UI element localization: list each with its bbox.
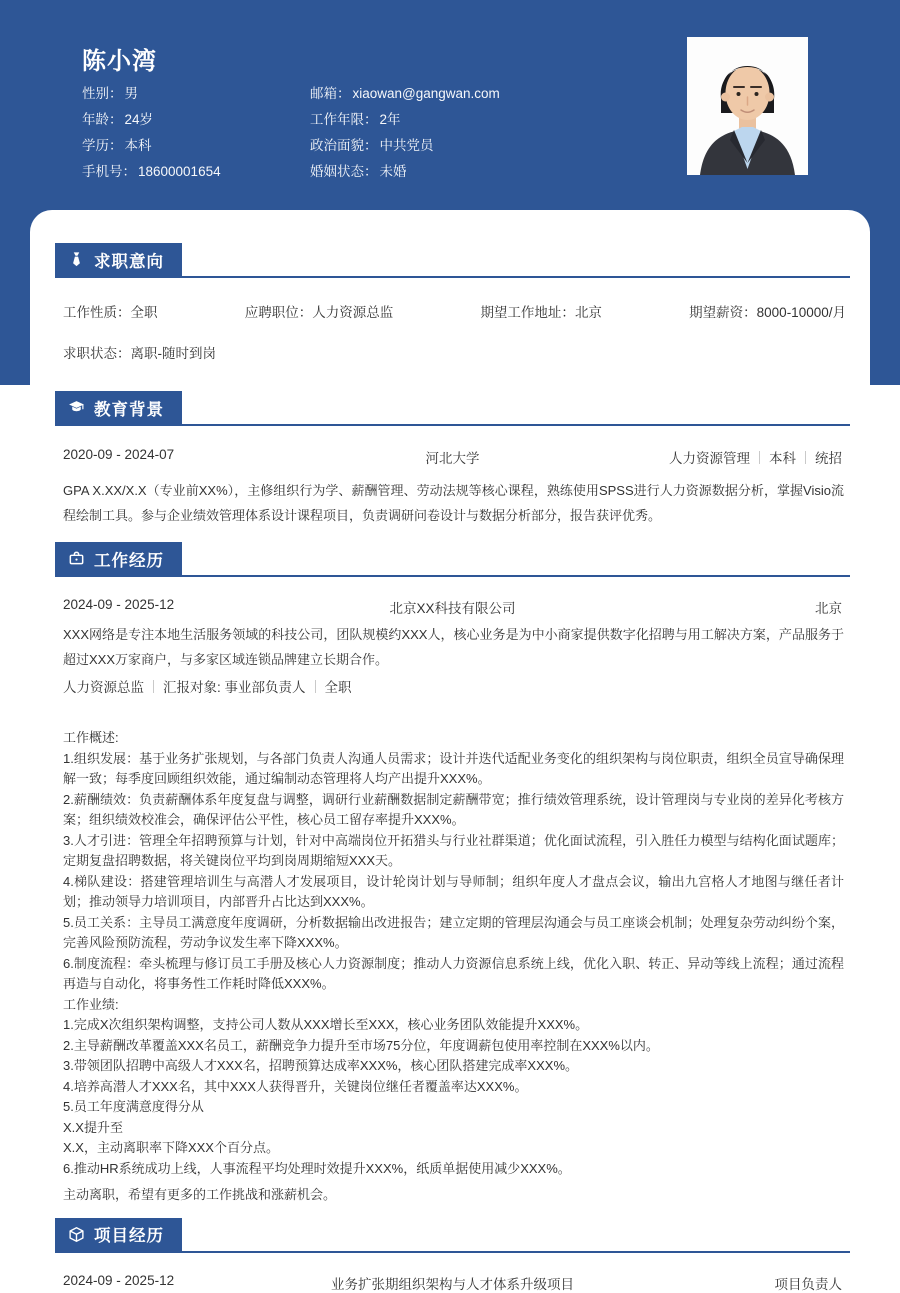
field-expected-salary (689, 301, 846, 321)
overview-item: 3.人才引进：管理全年招聘预算与计划，针对中高端岗位开拓猎头与行业社群渠道；优化面试流程，引入胜任力模型与结构化面试题库；定期复盘招聘数据，将关键岗位平均到岗周期缩短XXX天。 (63, 832, 844, 868)
info-label: 工作年限： (310, 112, 378, 127)
work-location: 北京 (815, 601, 842, 616)
achievement-line: 1.完成X次组织架构调整，支持公司人数从XXX增长至XXX，核心业务团队效能提升XXX%。 (63, 1017, 589, 1032)
info-label: 手机号： (82, 164, 136, 179)
info-value: 中共党员 (379, 138, 434, 153)
info-row-political-status (310, 133, 500, 159)
achievement-line: 5.员工年度满意度得分从 (63, 1099, 204, 1114)
field-target-position (245, 301, 394, 321)
field-target-location (480, 301, 602, 321)
achievement-line: 4.培养高潜人才XXX名，其中XXX人获得晋升，关键岗位继任者覆盖率达XXX%。 (63, 1078, 528, 1094)
field-job-type (63, 301, 158, 321)
field-label: 期望工作地址： (480, 305, 575, 320)
briefcase-icon (68, 550, 85, 567)
job-intention-tab (55, 243, 182, 276)
job-intention-fields-row (55, 301, 850, 321)
overview-item: 1.组织发展：基于业务扩张规划，与各部门负责人沟通人员需求；设计并迭代适配业务变化的组织架构与岗位职责，组织全员宣导确保理解一致；每季度回顾组织效能，通过编制动态管理将人均产出提升XXX%。 (63, 750, 844, 786)
education-tags (669, 447, 842, 467)
info-label: 政治面貌： (310, 138, 378, 153)
info-value: xiaowan@gangwan.com (352, 86, 500, 101)
section-header-work (55, 542, 850, 577)
achievement-line: 3.带领团队招聘中高级人才XXX名，招聘预算达成率XXX%，核心团队搭建完成率XXX%。 (63, 1058, 578, 1073)
info-label: 学历： (82, 138, 123, 153)
company-intro: XXX网络是专注本地生活服务领域的科技公司，团队规模约XXX人，核心业务是为中小商家提供数字化招聘与用工解决方案，产品服务于超过XXX万家商户，与多家区域连锁品牌建立长期合作。 (63, 627, 844, 667)
education-period: 2020-09 - 2024-07 (63, 447, 175, 462)
work-overview-block (55, 728, 850, 995)
section-title: 求职意向 (94, 252, 164, 271)
project-name: 业务扩张期组织架构与人才体系升级项目 (331, 1276, 574, 1292)
education-admission-type: 统招 (815, 451, 842, 466)
info-label: 性别： (82, 86, 123, 101)
work-achievement-block (55, 995, 850, 1180)
info-value: 18600001654 (138, 164, 221, 179)
info-row-gender (82, 81, 221, 107)
field-value: 人力资源总监 (312, 305, 394, 320)
info-row-marital-status (310, 159, 500, 185)
info-row-age (82, 107, 221, 133)
separator (315, 680, 316, 693)
candidate-photo (687, 37, 808, 175)
work-achievement-title: 工作业绩: (63, 996, 119, 1012)
field-value: 全职 (130, 305, 158, 320)
overview-item: 6.制度流程：牵头梳理与修订员工手册及核心人力资源制度；推动人力资源信息系统上线，优化入职、转正、异动等线上流程；通过流程再造与自动化，将事务性工作耗时降低XXX%。 (63, 955, 844, 991)
info-value: 未婚 (379, 164, 407, 179)
section-header-project (55, 1218, 850, 1253)
achievement-line: 2.主导薪酬改革覆盖XXX名员工，薪酬竞争力提升至市场75分位，年度调薪包使用率控制在XXX%以内。 (63, 1037, 659, 1053)
info-row-experience-years (310, 107, 500, 133)
education-major: 人力资源管理 (669, 451, 750, 466)
overview-item: 2.薪酬绩效：负责薪酬体系年度复盘与调整，调研行业薪酬数据制定薪酬带宽；推行绩效管理系统，设计管理岗与专业岗的差异化考核方案；组织绩效校准会，确保评估公平性，核心员工留存率提升XXX%。 (63, 791, 844, 827)
separator (759, 451, 760, 464)
education-school: 河北大学 (425, 451, 480, 466)
header-info-left-column (82, 81, 221, 185)
info-label: 年龄： (82, 112, 123, 127)
employment-type: 全职 (324, 680, 352, 695)
info-value: 2年 (379, 112, 401, 127)
info-value: 男 (124, 86, 138, 101)
work-period: 2024-09 - 2025-12 (63, 597, 175, 612)
achievement-line: X.X提升至 (63, 1119, 123, 1135)
header-info-right-column (310, 81, 500, 185)
info-value: 本科 (124, 138, 152, 153)
field-label: 工作性质： (63, 305, 131, 320)
leave-reason: 主动离职，希望有更多的工作挑战和涨薪机会。 (63, 1187, 337, 1202)
section-title: 工作经历 (94, 551, 164, 570)
overview-item: 5.员工关系：主导员工满意度年度调研，分析数据输出改进报告；建立定期的管理层沟通会与员工座谈会机制；处理复杂劳动纠纷个案，完善风险预防流程，劳动争议发生率下降XXX%。 (63, 914, 844, 950)
section-header-job-intention (55, 243, 850, 278)
candidate-name: 陈小湾 (82, 48, 157, 75)
field-label: 求职状态： (63, 346, 131, 361)
portrait-photo (687, 37, 808, 175)
education-degree: 本科 (769, 451, 796, 466)
separator (805, 451, 806, 464)
position-title: 人力资源总监 (63, 680, 144, 695)
field-value: 北京 (574, 305, 602, 320)
job-intention-status-row (55, 342, 850, 362)
project-role: 项目负责人 (774, 1276, 842, 1292)
separator (153, 680, 154, 693)
project-row (55, 1273, 850, 1290)
education-description: GPA X.XX/X.X（专业前XX%），主修组织行为学、薪酬管理、劳动法规等核心课程，熟练使用SPSS进行人力资源数据分析，掌握Visio流程绘制工具。参与企业绩效管理体系设计课程项目，负责调研问卷设计与数据分析部分，报告获评优秀。 (63, 483, 844, 523)
work-company: 北京XX科技有限公司 (389, 601, 516, 616)
field-value: 离职-随时到岗 (130, 346, 216, 361)
field-label: 应聘职位： (244, 305, 313, 320)
section-header-education (55, 391, 850, 426)
section-title: 项目经历 (94, 1227, 164, 1245)
field-value: 8000-10000/月 (756, 305, 846, 320)
info-label: 邮箱： (310, 86, 351, 101)
info-value: 24岁 (124, 112, 154, 127)
field-label: 期望薪资： (689, 305, 757, 320)
resume-card (30, 210, 870, 1292)
project-experience-tab (55, 1218, 182, 1251)
graduation-cap-icon (68, 399, 85, 416)
position-tags-row (55, 676, 850, 696)
section-title: 教育背景 (94, 400, 164, 419)
cube-icon (68, 1226, 85, 1243)
project-period: 2024-09 - 2025-12 (63, 1272, 175, 1288)
achievement-line: 6.推动HR系统成功上线，人事流程平均处理时效提升XXX%，纸质单据使用减少XXX%。 (63, 1160, 571, 1176)
work-row (55, 597, 850, 614)
achievement-line: X.X，主动离职率下降XXX个百分点。 (63, 1140, 279, 1155)
education-tab (55, 391, 182, 424)
info-row-degree (82, 133, 221, 159)
info-label: 婚姻状态： (310, 164, 378, 179)
tie-icon (68, 251, 85, 268)
report-to: 汇报对象: 事业部负责人 (163, 680, 306, 695)
work-experience-tab (55, 542, 182, 575)
overview-item: 4.梯队建设：搭建管理培训生与高潜人才发展项目，设计轮岗计划与导师制；组织年度人才盘点会议，输出九宫格人才地图与继任者计划；推动领导力培训项目，内部晋升占比达到XXX%。 (63, 873, 844, 909)
education-row (55, 447, 850, 464)
work-overview-title: 工作概述: (63, 730, 119, 745)
info-row-email (310, 81, 500, 107)
info-row-phone (82, 159, 221, 185)
